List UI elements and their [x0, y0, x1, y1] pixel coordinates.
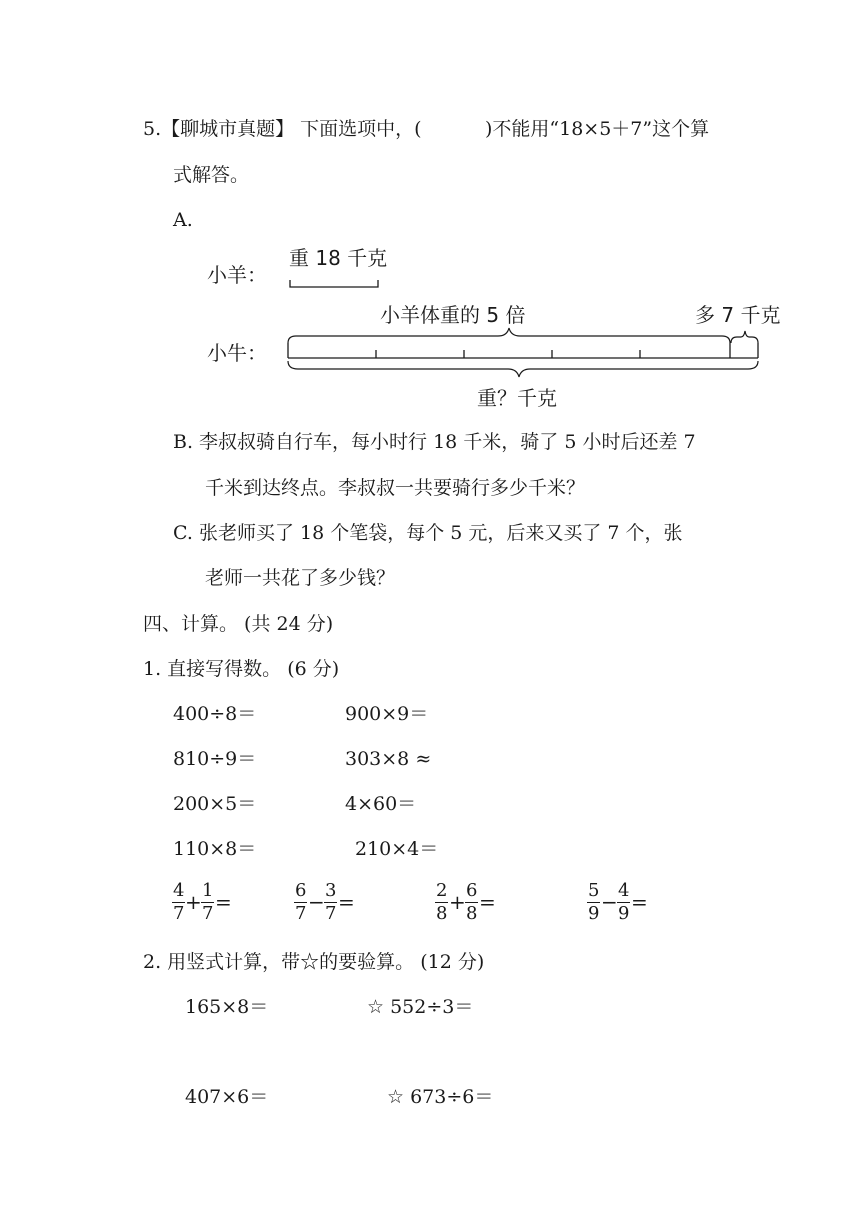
equals-sign: =	[479, 890, 496, 914]
option-a-label: A.	[173, 209, 193, 231]
numerator: 3	[325, 880, 337, 901]
fraction	[201, 880, 214, 925]
denominator: 7	[295, 903, 307, 924]
numerator: 4	[173, 880, 185, 901]
numerator: 1	[202, 880, 214, 901]
equals-sign: =	[215, 890, 232, 914]
q2-item: 407×6＝	[185, 1086, 269, 1108]
numerator: 6	[466, 880, 478, 901]
sheep-weight-label: 重 18 千克	[289, 246, 388, 270]
q1-item: 810÷9＝	[173, 748, 257, 770]
q1-item: 4×60＝	[345, 793, 417, 815]
q5-line2: 式解答。	[173, 164, 250, 186]
operator: −	[601, 890, 618, 914]
denominator: 8	[466, 903, 478, 924]
extra-label: 多 7 千克	[695, 303, 781, 327]
denominator: 9	[588, 903, 600, 924]
five-times-brace	[288, 328, 730, 343]
numerator: 5	[588, 880, 600, 901]
total-brace	[288, 361, 758, 377]
extra-brace	[731, 331, 758, 343]
q2-item: ☆ 673÷6＝	[387, 1086, 494, 1108]
q2-item: ☆ 552÷3＝	[367, 996, 474, 1018]
denominator: 9	[618, 903, 630, 924]
option-b-line2: 千米到达终点。李叔叔一共要骑行多少千米？	[205, 477, 586, 499]
sheep-label: 小羊：	[207, 263, 267, 287]
numerator: 2	[436, 880, 448, 901]
q5-line1-suffix: )不能用“18×5＋7”这个算	[485, 118, 710, 140]
fraction	[294, 880, 307, 925]
total-label: 重？千克	[477, 386, 557, 410]
q5-line1-prefix: 5.【聊城市真题】 下面选项中，(	[143, 118, 422, 140]
section4-title: 四、计算。 (共 24 分)	[143, 613, 334, 635]
sheep-segment	[290, 280, 378, 287]
fraction	[617, 880, 630, 925]
numerator: 6	[295, 880, 307, 901]
operator: +	[185, 890, 202, 914]
equals-sign: =	[338, 890, 355, 914]
q1-item: 900×9＝	[345, 703, 429, 725]
fraction	[435, 880, 448, 925]
fraction	[172, 880, 185, 925]
denominator: 8	[436, 903, 448, 924]
option-b-line1: B. 李叔叔骑自行车，每小时行 18 千米，骑了 5 小时后还差 7	[173, 431, 696, 453]
q2-item: 165×8＝	[185, 996, 269, 1018]
fraction	[324, 880, 337, 925]
cow-label: 小牛：	[207, 341, 267, 365]
q1-item: 303×8 ≈	[345, 748, 432, 770]
denominator: 7	[173, 903, 185, 924]
q1-title: 1. 直接写得数。 (6 分)	[143, 658, 340, 680]
q1-item: 200×5＝	[173, 793, 257, 815]
fraction	[465, 880, 478, 925]
q1-item: 400÷8＝	[173, 703, 257, 725]
numerator: 4	[618, 880, 630, 901]
option-c-line1: C. 张老师买了 18 个笔袋，每个 5 元，后来又买了 7 个，张	[173, 522, 683, 544]
option-c-line2: 老师一共花了多少钱？	[205, 567, 396, 589]
five-times-label: 小羊体重的 5 倍	[380, 303, 526, 327]
denominator: 7	[325, 903, 337, 924]
q1-item: 210×4＝	[355, 838, 439, 860]
q1-item: 110×8＝	[173, 838, 257, 860]
fraction	[587, 880, 600, 925]
operator: −	[308, 890, 325, 914]
equals-sign: =	[631, 890, 648, 914]
operator: +	[449, 890, 466, 914]
denominator: 7	[202, 903, 214, 924]
q2-title: 2. 用竖式计算，带☆的要验算。 (12 分)	[143, 951, 485, 973]
